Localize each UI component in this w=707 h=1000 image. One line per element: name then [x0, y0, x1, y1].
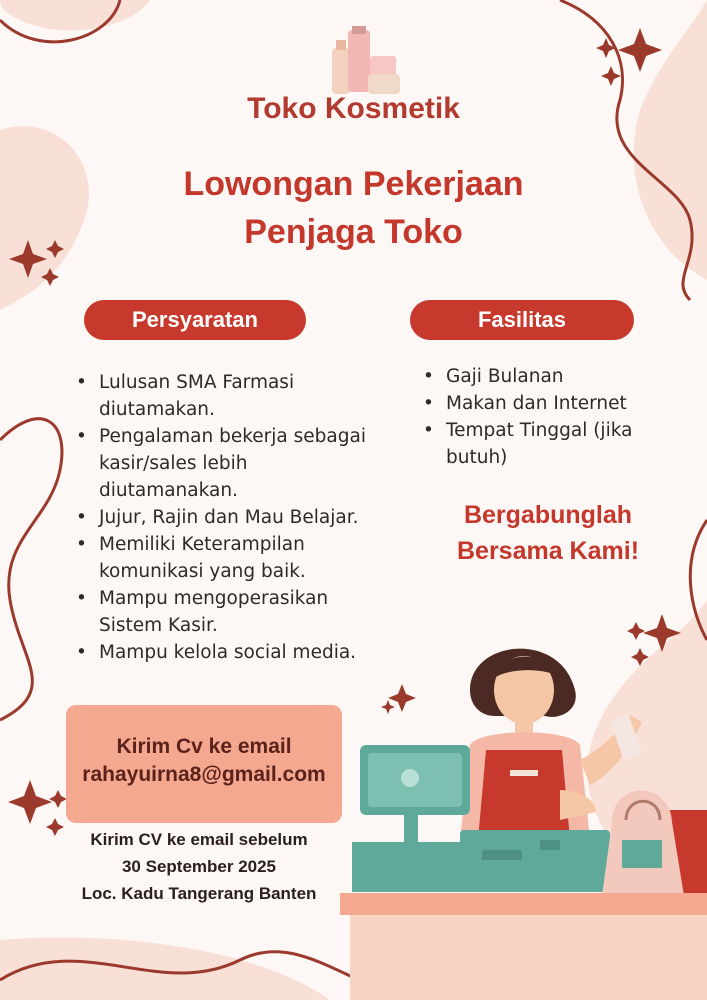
headline-line-1: Lowongan Pekerjaan	[183, 165, 524, 203]
requirement-item	[76, 423, 396, 504]
bullet-icon: •	[76, 372, 87, 393]
sparkle-icon	[596, 28, 662, 86]
deadline-date: 30 September 2025	[121, 857, 277, 876]
call-to-action	[418, 497, 678, 569]
facility-item	[423, 390, 683, 417]
pink-blob-bottom-left	[0, 938, 330, 1000]
bullet-icon: •	[76, 534, 87, 555]
bullet-icon: •	[76, 426, 87, 447]
facility-item-text: Tempat Tinggal (jika	[446, 420, 633, 441]
requirement-item-text: Memiliki Keterampilan	[99, 534, 305, 555]
bullet-icon: •	[76, 507, 87, 528]
facilities-header: Fasilitas	[410, 300, 634, 340]
requirement-item-text: diutamakan.	[99, 399, 215, 420]
requirement-item	[76, 504, 396, 531]
requirement-item-text: Mampu mengoperasikan	[99, 588, 329, 609]
requirement-item-text: Mampu kelola social media.	[99, 642, 357, 663]
email-contact-box	[66, 705, 342, 823]
facility-item	[423, 417, 683, 471]
requirement-item-text: Sistem Kasir.	[99, 615, 218, 636]
requirement-item-text: Jujur, Rajin dan Mau Belajar.	[99, 507, 359, 528]
cosmetics-products-icon	[332, 26, 400, 94]
bullet-icon: •	[76, 642, 87, 663]
facility-item-text: Makan dan Internet	[446, 393, 627, 414]
bullet-icon: •	[423, 420, 434, 441]
requirement-item-text: Lulusan SMA Farmasi	[99, 372, 295, 393]
contact-label: Kirim Cv ke email	[116, 735, 292, 758]
facility-item-text: Gaji Bulanan	[446, 366, 564, 387]
sparkle-icon	[381, 684, 416, 714]
swirl-left	[0, 419, 62, 720]
requirement-item-text: komunikasi yang baik.	[99, 561, 306, 582]
deadline-line-1: Kirim CV ke email sebelum	[90, 830, 308, 849]
headline-line-2: Penjaga Toko	[244, 213, 463, 251]
requirement-item	[76, 639, 396, 666]
contact-email[interactable]: rahayuirna8@gmail.com	[82, 763, 326, 786]
headline	[0, 160, 707, 256]
requirement-item-text: Pengalaman bekerja sebagai	[99, 426, 366, 447]
bullet-icon: •	[423, 393, 434, 414]
cta-line-2: Bersama Kami!	[456, 537, 640, 565]
deadline-info	[40, 826, 358, 907]
requirement-item	[76, 585, 396, 639]
store-name: Toko Kosmetik	[247, 92, 460, 125]
requirement-item-text: kasir/sales lebih	[99, 453, 248, 474]
facility-item-text: butuh)	[446, 447, 508, 468]
requirements-header: Persyaratan	[84, 300, 306, 340]
cta-line-1: Bergabunglah	[463, 501, 633, 529]
bullet-icon: •	[76, 588, 87, 609]
facilities-list	[423, 363, 683, 471]
requirements-list	[76, 369, 396, 666]
bullet-icon: •	[423, 366, 434, 387]
pink-blob-top-left	[0, 0, 150, 30]
location: Loc. Kadu Tangerang Banten	[81, 884, 317, 903]
requirement-item-text: diutamanakan.	[99, 480, 238, 501]
facility-item	[423, 363, 683, 390]
requirement-item	[76, 369, 396, 423]
requirement-item	[76, 531, 396, 585]
